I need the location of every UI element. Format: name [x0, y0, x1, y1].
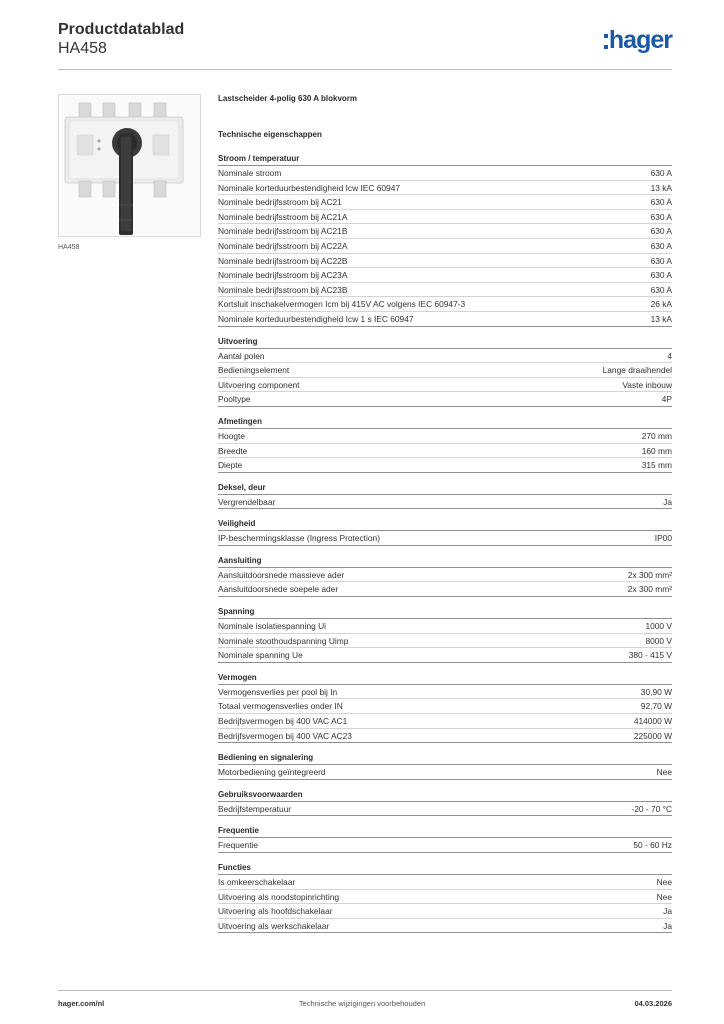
spec-label: Nominale bedrijfsstroom bij AC21A [218, 211, 348, 222]
section-title: Bediening en signalering [218, 749, 672, 765]
spec-section [218, 552, 672, 597]
spec-value: Ja [663, 496, 672, 507]
spec-label: IP-beschermingsklasse (Ingress Protection) [218, 533, 380, 544]
spec-value: Lange draaihendel [602, 365, 672, 376]
section-title: Frequentie [218, 822, 672, 838]
spec-row [218, 458, 672, 473]
spec-label: Nominale bedrijfsstroom bij AC22A [218, 240, 348, 251]
spec-value: -20 - 70 °C [631, 803, 672, 814]
spec-label: Is omkeerschakelaar [218, 877, 296, 887]
spec-row [218, 444, 672, 459]
spec-label: Aansluitdoorsnede massieve ader [218, 569, 345, 580]
spec-row [218, 619, 672, 634]
spec-value: 630 A [650, 197, 672, 208]
spec-value: 4 [667, 350, 672, 361]
document-title: Productdatablad [58, 21, 185, 38]
spec-row [218, 363, 672, 378]
spec-label: Uitvoering als hoofdschakelaar [218, 906, 333, 917]
spec-section [218, 603, 672, 663]
spec-value: 8000 V [645, 635, 672, 646]
technical-properties-heading: Technische eigenschappen [218, 130, 322, 139]
spec-value: Vaste inbouw [622, 379, 672, 390]
section-title: Spanning [218, 603, 672, 619]
spec-section [218, 515, 672, 546]
section-title: Vermogen [218, 669, 672, 685]
spec-row [218, 729, 672, 744]
section-title: Stroom / temperatuur [218, 150, 672, 166]
spec-label: Uitvoering als noodstopinrichting [218, 891, 340, 902]
spec-section [218, 669, 672, 743]
spec-row [218, 838, 672, 853]
spec-section [218, 859, 672, 933]
spec-value: 50 - 60 Hz [633, 840, 672, 851]
header-divider [58, 69, 672, 70]
spec-label: Uitvoering als werkschakelaar [218, 920, 330, 931]
spec-label: Hoogte [218, 430, 246, 441]
spec-section [218, 333, 672, 407]
spec-label: Aantal polen [218, 350, 265, 361]
spec-label: Diepte [218, 460, 243, 471]
spec-section [218, 749, 672, 780]
spec-section [218, 786, 672, 817]
spec-row [218, 239, 672, 254]
spec-label: Bedrijfstemperatuur [218, 803, 292, 814]
spec-row [218, 634, 672, 649]
spec-label: Breedte [218, 445, 248, 456]
spec-label: Vermogensverlies per pool bij In [218, 686, 338, 697]
spec-row [218, 210, 672, 225]
spec-label: Nominale korteduurbestendigheid Icw IEC 60947 [218, 182, 401, 193]
spec-row [218, 685, 672, 700]
spec-label: Nominale spanning Ue [218, 650, 303, 661]
spec-row [218, 224, 672, 239]
spec-label: Nominale isolatiespanning Ui [218, 621, 327, 632]
page-header [58, 20, 672, 70]
spec-label: Nominale bedrijfsstroom bij AC23B [218, 284, 348, 295]
spec-value: 2x 300 mm² [627, 569, 672, 580]
spec-row [218, 181, 672, 196]
spec-row [218, 802, 672, 817]
spec-row [218, 166, 672, 181]
spec-label: Bedrijfsvermogen bij 400 VAC AC23 [218, 730, 352, 741]
spec-label: Nominale bedrijfsstroom bij AC21B [218, 226, 348, 237]
spec-label: Pooltype [218, 394, 251, 405]
spec-value: 1000 V [645, 621, 672, 632]
logo-text: hager [608, 26, 672, 54]
spec-row [218, 297, 672, 312]
spec-label: Uitvoering component [218, 379, 300, 390]
spec-label: Vergrendelbaar [218, 496, 276, 507]
spec-row [218, 531, 672, 546]
spec-row [218, 268, 672, 283]
spec-value: 630 A [650, 211, 672, 222]
logo-colon-icon [604, 34, 608, 49]
section-title: Afmetingen [218, 413, 672, 429]
spec-value: 92,70 W [640, 701, 672, 712]
spec-value: Ja [663, 906, 672, 917]
spec-value: 225000 W [633, 730, 672, 741]
spec-value: 630 A [650, 270, 672, 281]
spec-value: 630 A [650, 226, 672, 237]
spec-value: 315 mm [641, 460, 672, 471]
load-switch-illustration-icon [59, 95, 200, 236]
section-title: Aansluiting [218, 552, 672, 568]
product-description: Lastscheider 4-polig 630 A blokvorm [218, 94, 358, 103]
spec-value: 13 kA [650, 182, 672, 193]
spec-label: Nominale bedrijfsstroom bij AC23A [218, 270, 348, 281]
spec-row [218, 648, 672, 663]
spec-section [218, 822, 672, 853]
spec-label: Kortsluit inschakelvermogen Icm bij 415V AC volgens IEC 60947-3 [218, 299, 466, 310]
section-title: Veiligheid [218, 515, 672, 531]
footer-date: 04.03.2026 [634, 999, 672, 1008]
spec-row [218, 904, 672, 919]
spec-value: 630 A [650, 284, 672, 295]
spec-value: 4P [661, 394, 672, 405]
section-title: Functies [218, 859, 672, 875]
spec-value: 26 kA [650, 299, 672, 310]
spec-value: 30,90 W [640, 686, 672, 697]
section-title: Gebruiksvoorwaarden [218, 786, 672, 802]
spec-value: Nee [656, 891, 672, 902]
spec-row [218, 890, 672, 905]
section-title: Uitvoering [218, 333, 672, 349]
spec-label: Motorbediening geïntegreerd [218, 767, 326, 778]
spec-row [218, 349, 672, 364]
spec-value: 13 kA [650, 313, 672, 324]
spec-label: Totaal vermogensverlies onder IN [218, 701, 343, 712]
spec-value: 414000 W [633, 716, 672, 727]
hager-logo[interactable] [604, 26, 672, 54]
spec-value: 380 - 415 V [628, 650, 672, 661]
section-title: Deksel, deur [218, 479, 672, 495]
spec-label: Nominale bedrijfsstroom bij AC22B [218, 255, 348, 266]
spec-content [218, 92, 672, 933]
spec-value: 2x 300 mm² [627, 584, 672, 595]
spec-row [218, 582, 672, 597]
spec-row [218, 568, 672, 583]
product-image [58, 94, 201, 237]
spec-label: Bedieningselement [218, 365, 290, 376]
spec-row [218, 195, 672, 210]
spec-section [218, 479, 672, 510]
spec-sections [218, 150, 672, 933]
spec-row [218, 699, 672, 714]
spec-value: Nee [656, 767, 672, 778]
footer-divider [58, 990, 672, 991]
spec-section [218, 413, 672, 473]
footer-website[interactable]: hager.com/nl [58, 999, 105, 1008]
spec-row [218, 312, 672, 327]
spec-row [218, 392, 672, 407]
spec-label: Nominale korteduurbestendigheid Icw 1 s IEC 60947 [218, 313, 414, 324]
spec-label: Bedrijfsvermogen bij 400 VAC AC1 [218, 716, 348, 727]
spec-label: Nominale bedrijfsstroom bij AC21 [218, 197, 342, 208]
spec-row [218, 378, 672, 393]
spec-value: 270 mm [641, 430, 672, 441]
image-caption: HA458 [58, 244, 80, 251]
spec-row [218, 714, 672, 729]
spec-label: Aansluitdoorsnede soepele ader [218, 584, 339, 595]
spec-row [218, 495, 672, 510]
spec-value: Ja [663, 920, 672, 931]
spec-label: Nominale stroom [218, 168, 282, 178]
spec-label: Nominale stoothoudspanning Uimp [218, 635, 349, 646]
spec-row [218, 429, 672, 444]
spec-value: 630 A [650, 168, 672, 178]
spec-value: 630 A [650, 255, 672, 266]
spec-label: Frequentie [218, 840, 259, 851]
spec-value: 160 mm [641, 445, 672, 456]
spec-value: 630 A [650, 240, 672, 251]
footer-notice: Technische wijzigingen voorbehouden [298, 999, 426, 1008]
spec-row [218, 765, 672, 780]
spec-value: IP00 [654, 533, 672, 544]
spec-row [218, 283, 672, 298]
spec-section [218, 150, 672, 327]
spec-row [218, 254, 672, 269]
spec-value: Nee [656, 877, 672, 887]
spec-row [218, 919, 672, 934]
spec-row [218, 875, 672, 890]
product-code: HA458 [58, 40, 107, 57]
